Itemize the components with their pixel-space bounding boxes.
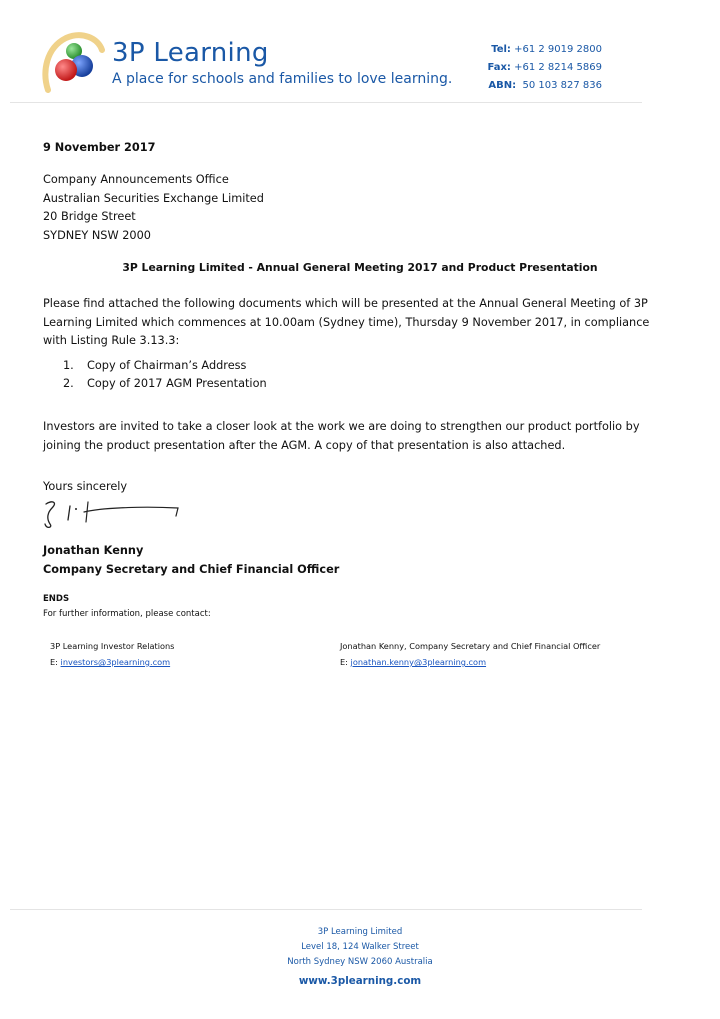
invitation-paragraph: Investors are invited to take a closer look at the work we are doing to strengthen our product portfolio by joining the product presentation after the AGM. A copy of that presentation is also attached.	[43, 420, 640, 452]
tel-label: Tel:	[491, 44, 511, 55]
contact-email-line	[340, 654, 600, 670]
fax-value: +61 2 8214 5869	[514, 62, 602, 73]
documents-list	[63, 357, 267, 393]
list-item-number: 2.	[63, 377, 74, 390]
handwritten-signature	[40, 496, 190, 530]
letter-date: 9 November 2017	[43, 141, 156, 154]
footer-divider	[10, 909, 642, 910]
contact-email-line	[50, 654, 174, 670]
brand-tagline: A place for schools and families to love learning.	[112, 71, 453, 87]
fax-label: Fax:	[487, 62, 511, 73]
fax-line	[487, 59, 602, 77]
tel-value: +61 2 9019 2800	[514, 44, 602, 55]
footer-company: 3P Learning Limited	[317, 927, 403, 937]
investors-email-link[interactable]: investors@3plearning.com	[60, 657, 171, 667]
intro-paragraph: Please find attached the following documents which will be presented at the Annual General Meeting of 3P Learning Limited which commences at 10.00am (Sydney time), Thursday 9 November 2017, in compliance with Listing Rule 3.13.3:	[43, 297, 650, 347]
further-info-text: For further information, please contact:	[43, 609, 211, 619]
footer-website-link[interactable]: www.3plearning.com	[298, 975, 422, 987]
tel-line	[487, 41, 602, 59]
recipient-address	[43, 171, 264, 245]
contact-name: Jonathan Kenny, Company Secretary and Chief Financial Officer	[340, 641, 601, 651]
contact-name: 3P Learning Investor Relations	[50, 641, 175, 651]
brand-name: 3P Learning	[112, 38, 269, 68]
list-item	[63, 375, 267, 393]
footer-address-line: North Sydney NSW 2060 Australia	[287, 957, 433, 967]
address-line: SYDNEY NSW 2000	[43, 228, 151, 242]
footer-address-line: Level 18, 124 Walker Street	[301, 942, 419, 952]
closing-salutation: Yours sincerely	[43, 480, 128, 493]
letter-subject: 3P Learning Limited - Annual General Meeting 2017 and Product Presentation	[122, 261, 598, 274]
contact-investor-relations	[50, 638, 174, 670]
ends-label: ENDS	[43, 594, 70, 604]
list-item-number: 1.	[63, 359, 74, 372]
email-prefix: E:	[340, 657, 348, 667]
page-footer	[0, 925, 720, 989]
email-prefix: E:	[50, 657, 58, 667]
company-logo	[40, 32, 460, 98]
address-line: 20 Bridge Street	[43, 210, 136, 223]
secretary-email-link[interactable]: jonathan.kenny@3plearning.com	[350, 657, 487, 667]
contact-company-secretary	[340, 638, 600, 670]
address-line: Company Announcements Office	[43, 173, 229, 186]
signer-block	[43, 542, 339, 579]
abn-label: ABN:	[488, 80, 517, 91]
signer-name: Jonathan Kenny	[43, 544, 144, 557]
header-divider	[10, 102, 642, 103]
logo-balls-icon	[40, 32, 106, 98]
address-line: Australian Securities Exchange Limited	[43, 191, 264, 205]
list-item-text: Copy of Chairman’s Address	[87, 359, 247, 372]
list-item-text: Copy of 2017 AGM Presentation	[87, 377, 267, 390]
list-item	[63, 357, 267, 375]
abn-line	[487, 77, 602, 95]
signer-title: Company Secretary and Chief Financial Officer	[43, 562, 340, 576]
abn-value: 50 103 827 836	[522, 80, 602, 91]
header-contact-block	[487, 41, 602, 95]
